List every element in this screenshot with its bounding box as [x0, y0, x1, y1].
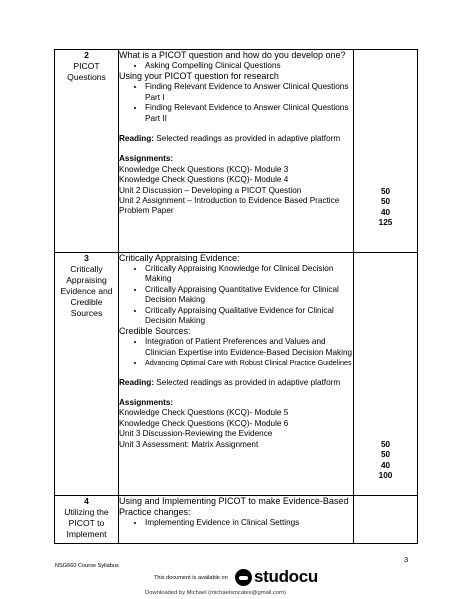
topic-list	[119, 61, 353, 71]
week-title-line: PICOT	[73, 61, 100, 71]
topic-list	[119, 82, 353, 124]
assignment-item: Knowledge Check Questions (KCQ)- Module 5	[119, 408, 289, 418]
week-title-line: Implement	[66, 529, 107, 539]
downloaded-by: Downloaded by Michael (michaelsmcates@gmail.com)	[145, 590, 286, 596]
points-value: 50	[380, 197, 391, 207]
points-value: 50	[380, 187, 391, 196]
assignments-heading: Assignments:	[119, 154, 174, 164]
reading-label: Reading:	[119, 377, 155, 387]
points-cell	[354, 496, 418, 544]
table-row	[55, 496, 418, 544]
topic-list	[119, 337, 353, 367]
reading-line	[119, 134, 353, 144]
topic-heading: Credible Sources:	[119, 326, 191, 337]
available-text: This document is available on	[154, 575, 228, 581]
points-value: 50	[380, 440, 391, 449]
course-footer: NSG660 Course Syllabus	[55, 563, 119, 569]
assignment-item: Knowledge Check Questions (KCQ)- Module 6	[119, 418, 289, 428]
topic-heading: What is a PICOT question and how do you develop one?	[119, 50, 346, 60]
list-item: • Implementing Evidence in Clinical Settings	[145, 518, 353, 528]
reading-text: Selected readings as provided in adaptive platform	[154, 377, 341, 387]
topic-heading: Using and Implementing PICOT to make Evidence-Based Practice changes:	[119, 496, 349, 517]
points-cell	[354, 50, 418, 253]
week-title-line: Critically	[70, 264, 103, 274]
week-title-line: Questions	[67, 72, 106, 82]
content-cell	[119, 50, 354, 253]
topic-heading: Critically Appraising Evidence:	[119, 253, 240, 263]
assignment-item: Unit 2 Assignment – Introduction to Evidence Based Practice Problem Paper	[119, 196, 340, 216]
reading-text: Selected readings as provided in adaptive platform	[154, 134, 341, 144]
table-row	[55, 50, 418, 253]
topic-list	[119, 264, 353, 326]
week-title-line: Evidence and	[60, 286, 113, 296]
week-number: 2	[84, 50, 89, 60]
list-item: • Asking Compelling Clinical Questions	[145, 61, 353, 71]
studocu-logo[interactable]	[235, 567, 318, 587]
reading-label: Reading:	[119, 134, 155, 144]
week-cell	[55, 253, 119, 496]
week-cell	[55, 50, 119, 253]
content-cell	[119, 496, 354, 544]
points-value: 125	[378, 218, 393, 228]
syllabus-table	[54, 49, 418, 544]
list-item: • Advancing Optimal Care with Robust Clinical Practice Guidelines	[145, 358, 353, 367]
week-title-line: PICOT to	[68, 518, 105, 528]
points-value: 50	[380, 450, 391, 460]
week-cell	[55, 496, 119, 544]
reading-line	[119, 378, 353, 388]
list-item: • Critically Appraising Qualitative Evidence for Clinical Decision Making	[145, 306, 353, 327]
content-cell	[119, 253, 354, 496]
brand-name: studocu	[254, 567, 319, 586]
week-title-line: Sources	[70, 308, 103, 318]
page-number: 3	[404, 555, 409, 564]
week-number: 3	[84, 253, 89, 263]
list-item: • Finding Relevant Evidence to Answer Clinical Questions Part II	[145, 103, 353, 124]
table-row	[55, 253, 418, 496]
week-title-line: Credible	[70, 297, 103, 307]
assignment-item: Unit 2 Discussion – Developing a PICOT Question	[119, 185, 302, 195]
assignment-item: Knowledge Check Questions (KCQ)- Module 4	[119, 175, 289, 185]
list-item: • Critically Appraising Knowledge for Clinical Decision Making	[145, 264, 353, 285]
assignments-heading: Assignments:	[119, 398, 174, 408]
assignment-item: Unit 3 Discussion-Reviewing the Evidence	[119, 429, 273, 439]
topic-list	[119, 518, 353, 528]
week-title-line: Appraising	[66, 275, 107, 285]
assignment-item: Unit 3 Assessment: Matrix Assignment	[119, 439, 259, 449]
list-item: • Integration of Patient Preferences and Values and Clinician Expertise into Evidence-Based Decision Making	[145, 337, 353, 358]
studocu-icon	[235, 569, 252, 586]
points-value: 40	[380, 207, 391, 217]
points-cell	[354, 253, 418, 496]
list-item: • Finding Relevant Evidence to Answer Clinical Questions Part I	[145, 82, 353, 103]
list-item: • Critically Appraising Quantitative Evidence for Clinical Decision Making	[145, 285, 353, 306]
points-value: 100	[378, 471, 393, 481]
week-title-line: Utilizing the	[64, 507, 109, 517]
week-number: 4	[84, 496, 89, 506]
topic-heading: Using your PICOT question for research	[119, 71, 279, 82]
points-value: 40	[380, 460, 391, 470]
assignment-item: Knowledge Check Questions (KCQ)- Module 3	[119, 164, 289, 174]
